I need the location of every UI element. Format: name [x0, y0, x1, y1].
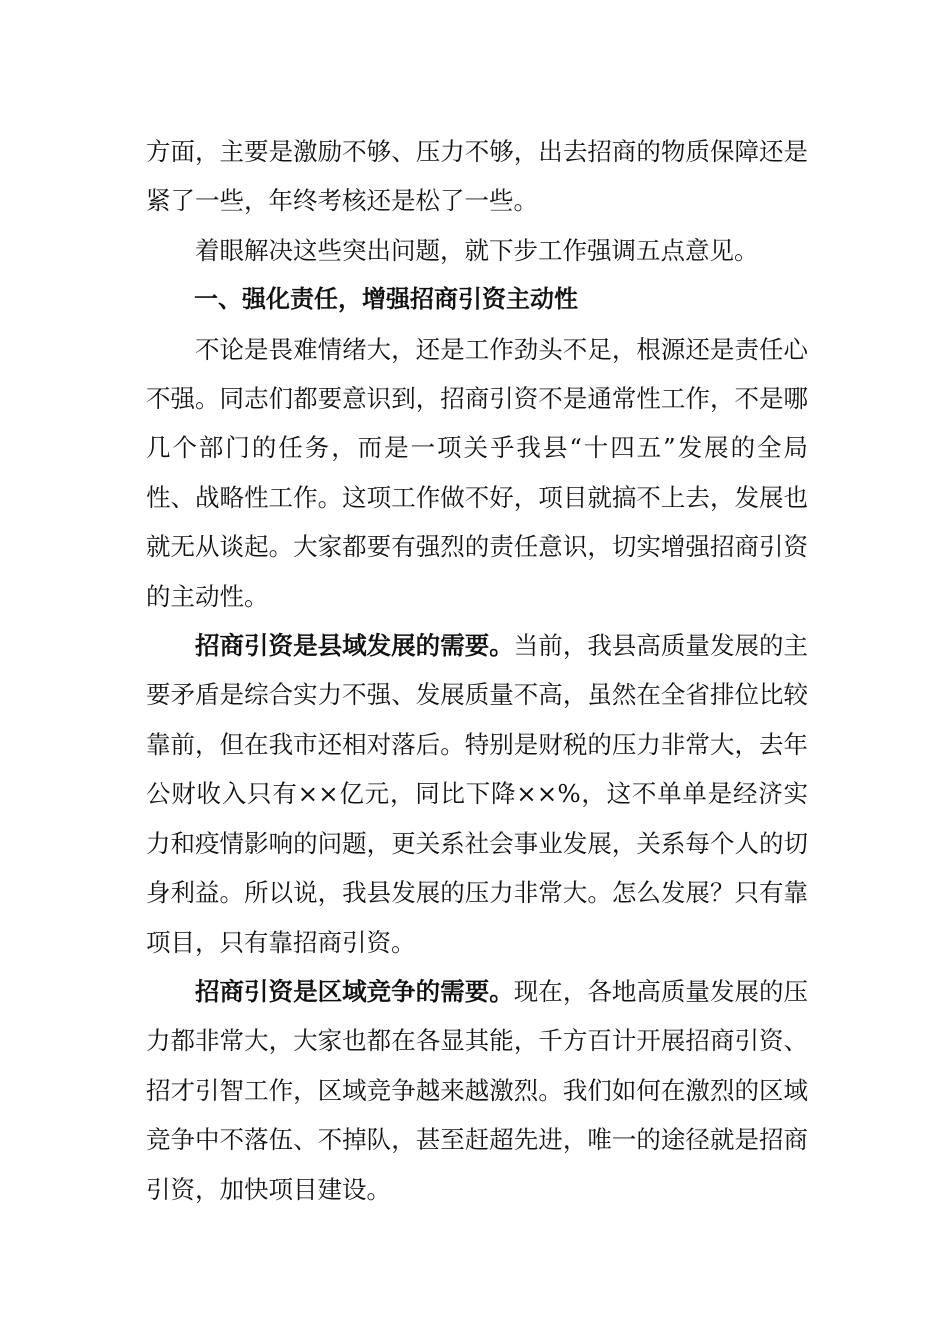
paragraph-county-development — [146, 621, 808, 967]
paragraph-continuation — [146, 127, 808, 226]
paragraph-text: 不论是畏难情绪大，还是工作劲头不足，根源还是责任心不强。同志们都要意识到，招商引资不是通常性工作，不是哪几个部门的任务，而是一项关乎我县“十四五”发展的全局性、战略性工作。这项工作做不好，项目就搞不上去，发展也就无从谈起。大家都要有强烈的责任意识，切实增强招商引资的主动性。 — [146, 334, 808, 611]
paragraph-lead: 招商引资是区域竞争的需要。 — [195, 976, 514, 1006]
paragraph-body — [146, 325, 808, 621]
paragraph-text: 当前，我县高质量发展的主要矛盾是综合实力不强、发展质量不高，虽然在全省排位比较靠前，但在我市还相对落后。特别是财税的压力非常大，去年公财收入只有××亿元，同比下降××%，这不单单是经济实力和疫情影响的问题，更关系社会事业发展，关系每个人的切身利益。所以说，我县发展的压力非常大。怎么发展？只有靠项目，只有靠招商引资。 — [146, 631, 809, 957]
section-heading: 一、强化责任，增强招商引资主动性 — [194, 285, 578, 314]
paragraph-text: 着眼解决这些突出问题，就下步工作强调五点意见。 — [195, 235, 759, 265]
paragraph-text: 方面，主要是激励不够、压力不够，出去招商的物质保障还是紧了一些，年终考核还是松了一些。 — [146, 137, 808, 216]
paragraph-text: 现在，各地高质量发展的压力都非常大，大家也都在各显其能，千方百计开展招商引资、招才引智工作，区域竞争越来越激烈。我们如何在激烈的区域竞争中不落伍、不掉队，甚至赶超先进，唯一的途径就是招商引资，加快项目建设。 — [146, 976, 809, 1204]
paragraph-intro — [146, 226, 808, 275]
paragraph-regional-competition — [146, 967, 808, 1214]
paragraph-lead: 招商引资是县域发展的需要。 — [195, 631, 514, 661]
document-page — [146, 127, 808, 1214]
